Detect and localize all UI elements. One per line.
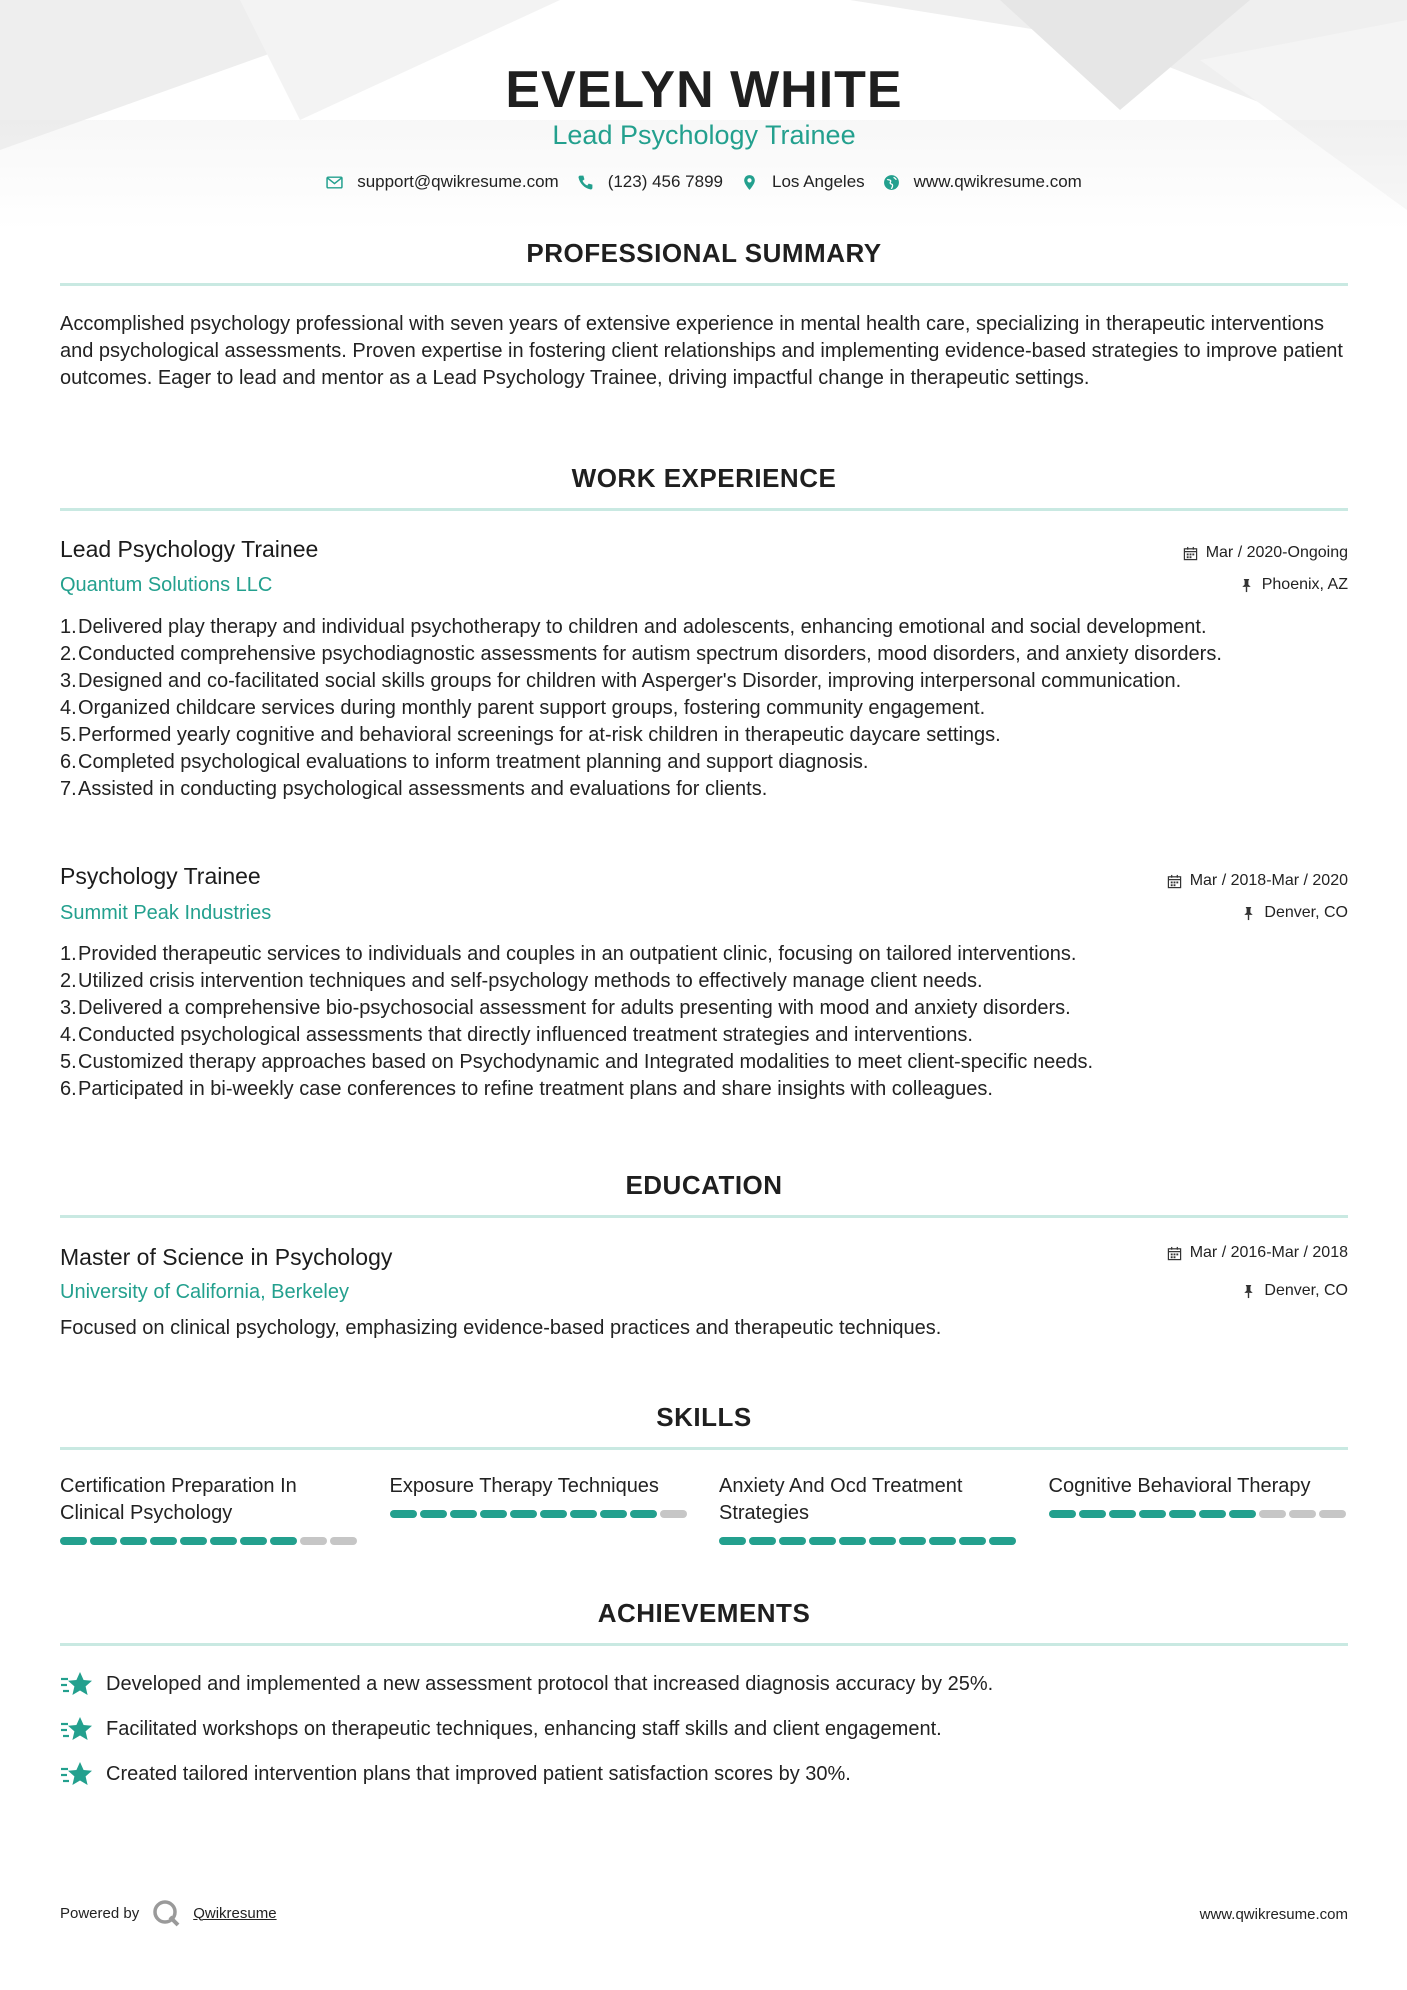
skill-dot-filled <box>1229 1510 1256 1518</box>
section-divider <box>60 1215 1348 1218</box>
skill-dot-filled <box>120 1537 147 1545</box>
skill-dot-filled <box>929 1537 956 1545</box>
footer-powered-by <box>60 1898 277 1928</box>
skill-name: Cognitive Behavioral Therapy <box>1048 1475 1311 1497</box>
phone-icon <box>577 174 594 191</box>
list-item: 6. Completed psychological evaluations to inform treatment planning and support diagnosis. <box>60 751 869 773</box>
calendar-icon <box>1167 874 1182 889</box>
calendar-icon <box>1167 1246 1182 1261</box>
calendar-icon <box>1183 546 1198 561</box>
skills-grid <box>60 1473 1348 1545</box>
company-name: Quantum Solutions LLC <box>60 574 273 596</box>
achievement-text: Facilitated workshops on therapeutic techniques, enhancing staff skills and client engagement. <box>106 1717 942 1740</box>
pushpin-icon <box>1241 1284 1256 1299</box>
powered-by-label: Powered by <box>60 1904 140 1922</box>
skill-dot-empty <box>1259 1510 1286 1518</box>
skill-dot-filled <box>540 1510 567 1518</box>
section-title-skills: SKILLS <box>656 1402 752 1432</box>
achievement-text: Developed and implemented a new assessment protocol that increased diagnosis accuracy by 25%. <box>106 1672 994 1695</box>
list-item: 7. Assisted in conducting psychological assessments and evaluations for clients. <box>60 778 768 800</box>
skill-dot-filled <box>90 1537 117 1545</box>
skill-dot-filled <box>1079 1510 1106 1518</box>
skill-rating <box>1049 1510 1349 1518</box>
qwikresume-logo-icon <box>151 1898 181 1928</box>
contact-email[interactable] <box>326 172 559 192</box>
skill-dot-filled <box>959 1537 986 1545</box>
skill-dot-filled <box>1199 1510 1226 1518</box>
star-icon <box>60 1715 94 1743</box>
skill-dot-filled <box>1109 1510 1136 1518</box>
list-item: 1. Provided therapeutic services to individuals and couples in an outpatient clinic, focusing on tailored interventions. <box>60 943 1077 965</box>
list-item: 2. Utilized crisis intervention techniques and self-psychology methods to effectively manage client needs. <box>60 970 983 992</box>
job-bullet-list <box>60 614 1348 803</box>
contact-phone-text: (123) 456 7899 <box>607 172 724 191</box>
contact-website[interactable] <box>883 172 1082 192</box>
skill-name: Exposure Therapy Techniques <box>389 1475 659 1497</box>
list-item: 1. Delivered play therapy and individual psychotherapy to children and adolescents, enhancing emotional and social development. <box>60 616 1207 638</box>
list-item: 5. Customized therapy approaches based on Psychodynamic and Integrated modalities to meet client-specific needs. <box>60 1051 1094 1073</box>
job-dates <box>1183 544 1348 562</box>
job-dates-text: Mar / 2020-Ongoing <box>1205 544 1348 561</box>
achievement-item <box>60 1760 1348 1788</box>
company-name: Summit Peak Industries <box>60 902 272 924</box>
skill-dot-filled <box>1169 1510 1196 1518</box>
degree-title: Master of Science in Psychology <box>60 1244 393 1270</box>
education-description: Focused on clinical psychology, emphasizing evidence-based practices and therapeutic techniques. <box>60 1317 942 1339</box>
skill-dot-filled <box>869 1537 896 1545</box>
section-divider <box>60 508 1348 511</box>
skill-dot-filled <box>600 1510 627 1518</box>
pushpin-icon <box>1241 906 1256 921</box>
skill-dot-empty <box>330 1537 357 1545</box>
section-divider <box>60 1643 1348 1646</box>
skill-dot-filled <box>989 1537 1016 1545</box>
skill-dot-empty <box>1319 1510 1346 1518</box>
section-title-summary: PROFESSIONAL SUMMARY <box>526 238 882 268</box>
skill-dot-empty <box>660 1510 687 1518</box>
education-dates <box>1167 1244 1348 1262</box>
skill-rating <box>60 1537 360 1545</box>
section-divider <box>60 1447 1348 1450</box>
skill-rating <box>719 1537 1019 1545</box>
skill-dot-filled <box>450 1510 477 1518</box>
education-location-text: Denver, CO <box>1264 1282 1348 1299</box>
job-location-text: Phoenix, AZ <box>1261 576 1348 593</box>
skill-dot-filled <box>839 1537 866 1545</box>
pushpin-icon <box>1239 578 1254 593</box>
education-dates-text: Mar / 2016-Mar / 2018 <box>1189 1244 1348 1261</box>
skill-item <box>390 1473 690 1545</box>
skill-item <box>60 1473 360 1545</box>
skill-dot-filled <box>480 1510 507 1518</box>
candidate-name: EVELYN WHITE <box>505 61 903 119</box>
skill-dot-filled <box>60 1537 87 1545</box>
skill-dot-filled <box>809 1537 836 1545</box>
skill-rating <box>390 1510 690 1518</box>
school-name: University of California, Berkeley <box>60 1281 349 1303</box>
contact-phone[interactable] <box>577 172 723 192</box>
contact-location <box>741 172 865 192</box>
skill-dot-filled <box>779 1537 806 1545</box>
star-icon <box>60 1670 94 1698</box>
skill-name: Anxiety And Ocd Treatment Strategies <box>719 1475 963 1524</box>
envelope-icon <box>326 174 343 191</box>
job-location <box>1239 576 1348 594</box>
contact-location-text: Los Angeles <box>772 172 865 191</box>
contact-website-text: www.qwikresume.com <box>913 172 1082 191</box>
section-title-education: EDUCATION <box>625 1170 783 1200</box>
skill-dot-empty <box>300 1537 327 1545</box>
job-bullet-list <box>60 941 1348 1103</box>
job-title: Psychology Trainee <box>60 863 261 889</box>
skill-dot-filled <box>180 1537 207 1545</box>
list-item: 3. Delivered a comprehensive bio-psychosocial assessment for adults presenting with mood and anxiety disorders. <box>60 997 1071 1019</box>
job-location-text: Denver, CO <box>1264 904 1348 921</box>
job-title: Lead Psychology Trainee <box>60 536 319 562</box>
list-item: 2. Conducted comprehensive psychodiagnostic assessments for autism spectrum disorders, mood disorders, and anxiety disorders. <box>60 643 1222 665</box>
skill-dot-filled <box>570 1510 597 1518</box>
achievement-item <box>60 1715 1348 1743</box>
contact-email-text: support@qwikresume.com <box>357 172 559 191</box>
skill-dot-filled <box>749 1537 776 1545</box>
list-item: 4. Conducted psychological assessments that directly influenced treatment strategies and interventions. <box>60 1024 973 1046</box>
summary-text: Accomplished psychology professional with seven years of extensive experience in mental health care, specializing in therapeutic interventions and psychological assessments. Proven expertise in fostering client relationships and implementing evidence-based strategies to improve patient outcomes. Eager to lead and mentor as a Lead Psychology Trainee, driving impactful change in therapeutic settings. <box>60 313 1343 389</box>
achievement-text: Created tailored intervention plans that improved patient satisfaction scores by 30%. <box>106 1762 851 1785</box>
section-title-achievements: ACHIEVEMENTS <box>597 1598 811 1628</box>
skill-dot-filled <box>1049 1510 1076 1518</box>
globe-icon <box>883 174 900 191</box>
skill-dot-filled <box>240 1537 267 1545</box>
list-item: 4. Organized childcare services during monthly parent support groups, fostering community engagement. <box>60 697 986 719</box>
list-item: 3. Designed and co-facilitated social skills groups for children with Asperger's Disorder, improving interpersonal communication. <box>60 670 1182 692</box>
skill-dot-empty <box>1289 1510 1316 1518</box>
skill-item <box>1049 1473 1349 1545</box>
job-location <box>1241 904 1348 922</box>
map-pin-icon <box>741 174 758 191</box>
candidate-subtitle: Lead Psychology Trainee <box>552 120 856 150</box>
job-dates <box>1167 872 1348 890</box>
section-divider <box>60 283 1348 286</box>
skill-dot-filled <box>210 1537 237 1545</box>
contact-bar <box>60 172 1348 192</box>
list-item: 6. Participated in bi-weekly case conferences to refine treatment plans and share insights with colleagues. <box>60 1078 993 1100</box>
qwikresume-link[interactable]: Qwikresume <box>193 1904 277 1922</box>
achievement-item <box>60 1670 1348 1698</box>
skill-name: Certification Preparation In Clinical Psychology <box>60 1475 297 1524</box>
skill-dot-filled <box>630 1510 657 1518</box>
footer-website[interactable]: www.qwikresume.com <box>1199 1906 1348 1923</box>
skill-dot-filled <box>510 1510 537 1518</box>
skill-dot-filled <box>1139 1510 1166 1518</box>
skill-dot-filled <box>390 1510 417 1518</box>
star-icon <box>60 1760 94 1788</box>
skill-item <box>719 1473 1019 1545</box>
section-title-experience: WORK EXPERIENCE <box>571 463 837 493</box>
skill-dot-filled <box>719 1537 746 1545</box>
skill-dot-filled <box>899 1537 926 1545</box>
skill-dot-filled <box>270 1537 297 1545</box>
job-dates-text: Mar / 2018-Mar / 2020 <box>1189 872 1348 889</box>
education-location <box>1241 1282 1348 1300</box>
skill-dot-filled <box>420 1510 447 1518</box>
skill-dot-filled <box>150 1537 177 1545</box>
list-item: 5. Performed yearly cognitive and behavioral screenings for at-risk children in therapeutic daycare settings. <box>60 724 1001 746</box>
